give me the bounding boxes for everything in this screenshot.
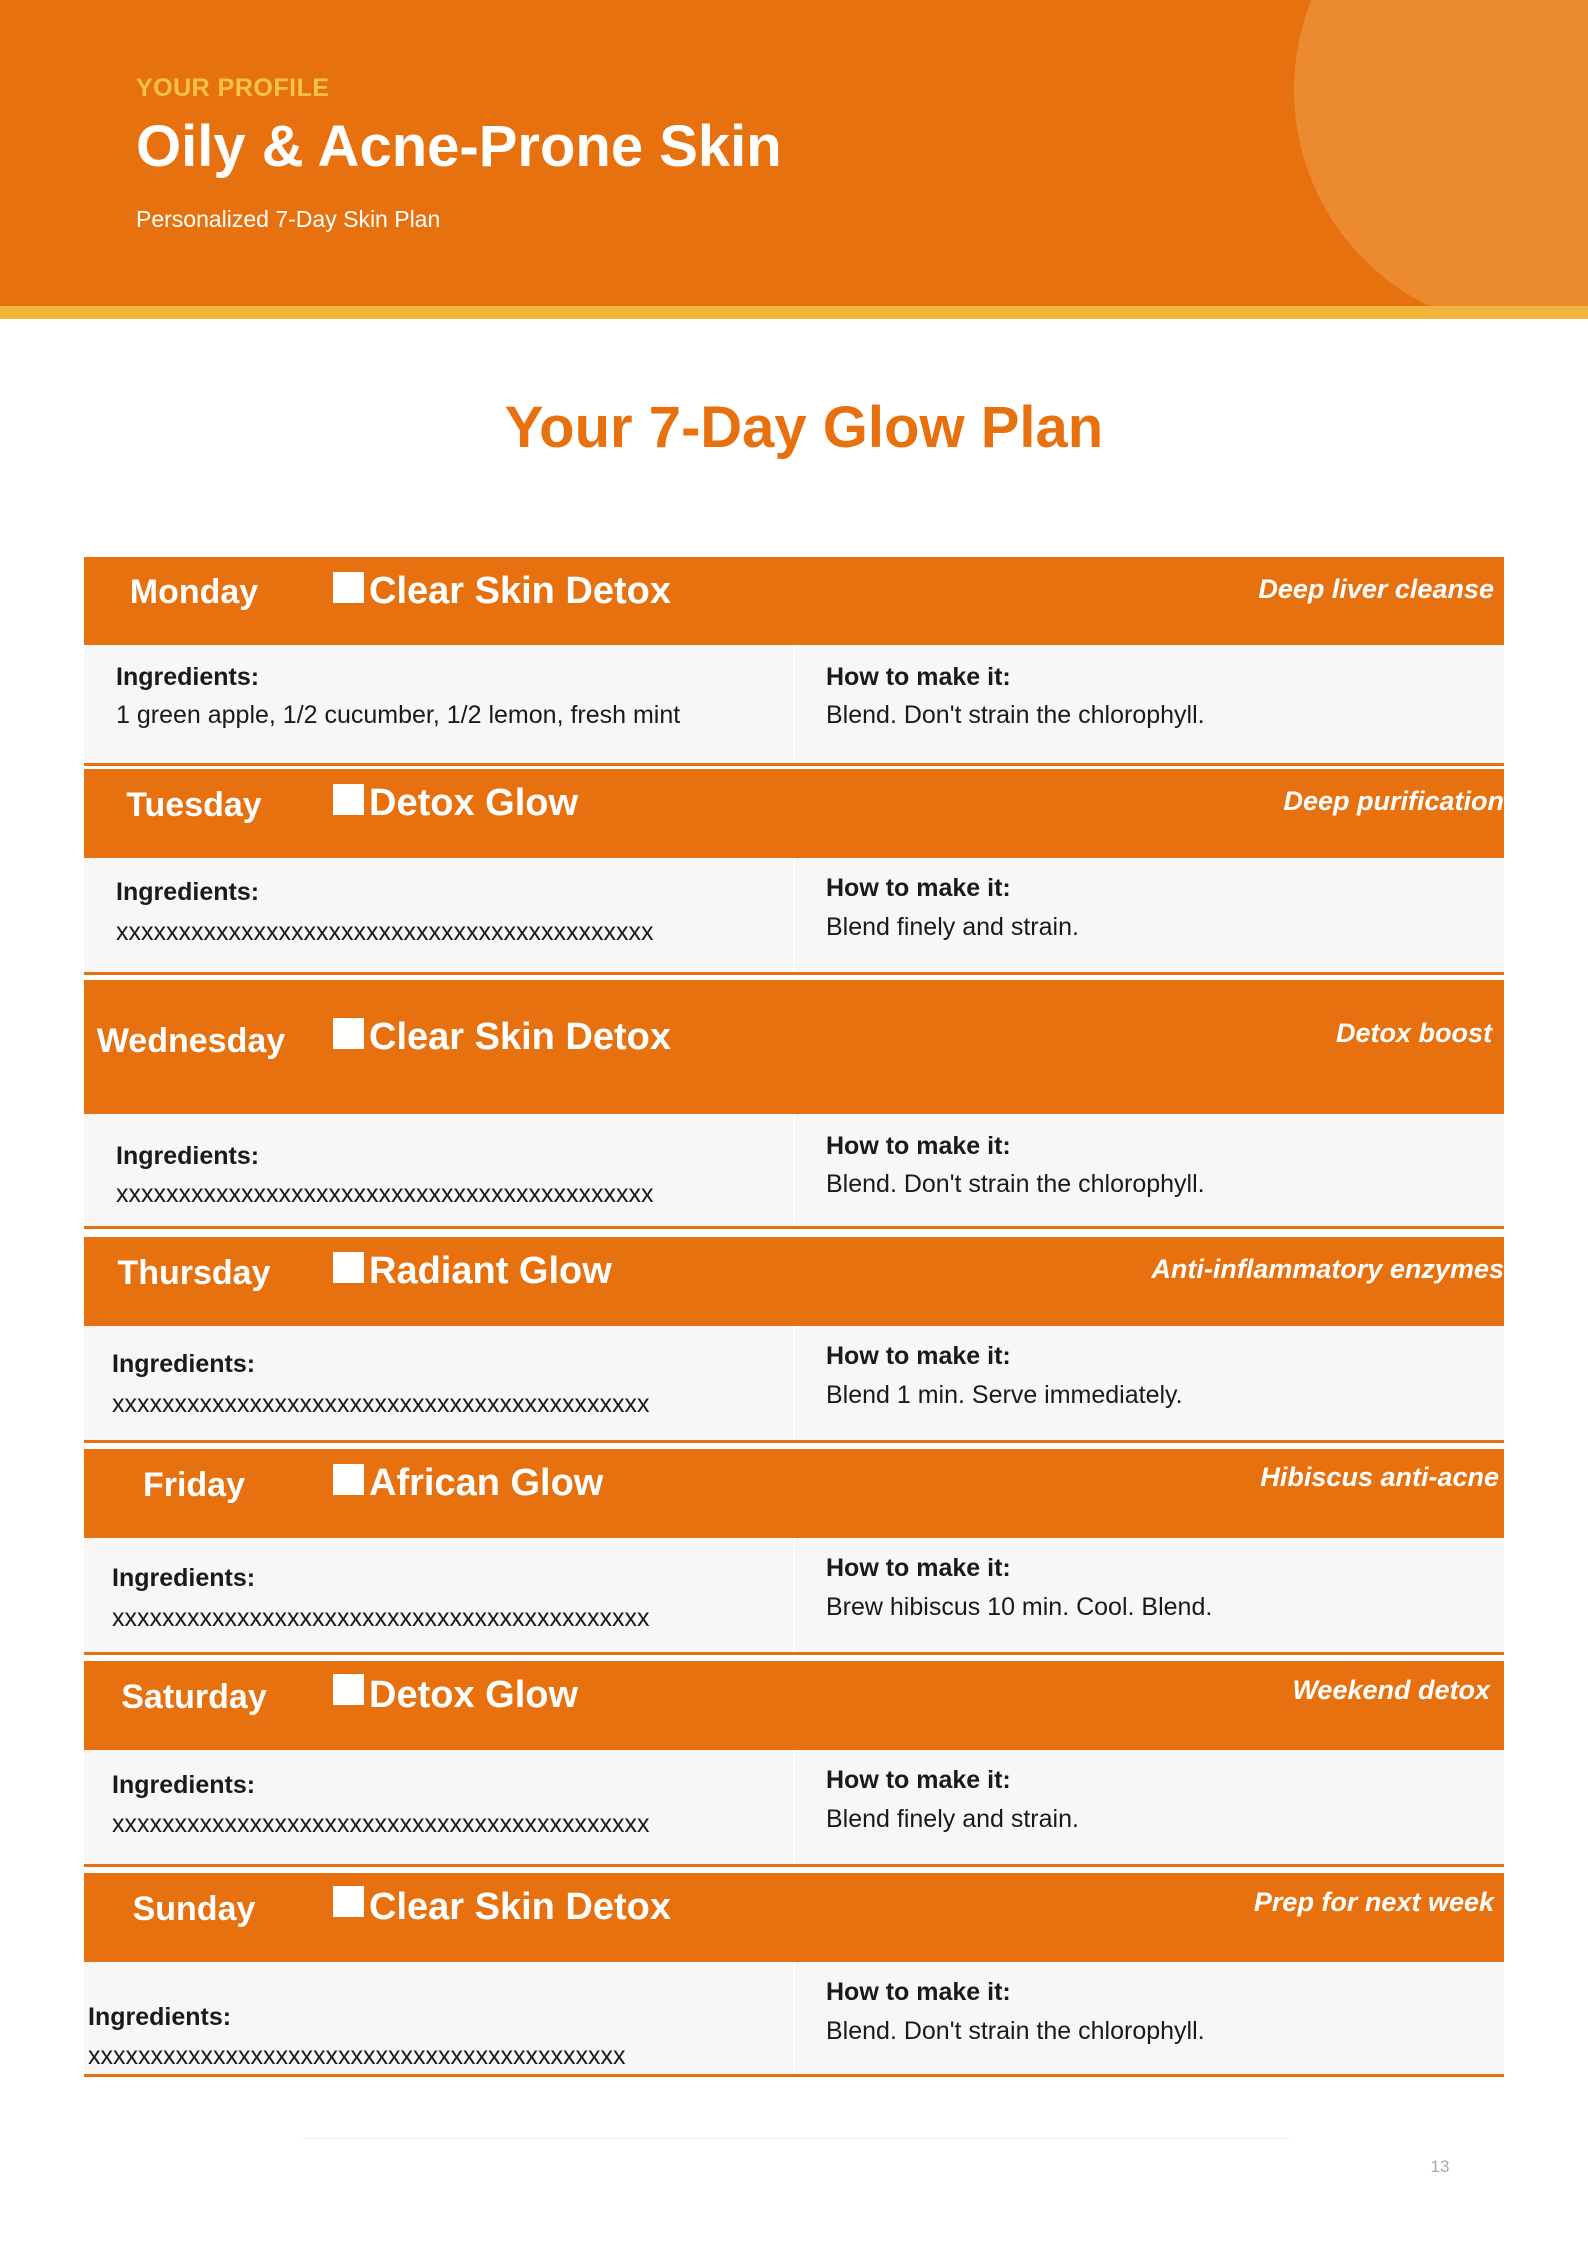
column-divider — [793, 1962, 795, 2074]
benefit-label: Anti-inflammatory enzymes — [1151, 1254, 1504, 1284]
recipe-name: Radiant Glow — [369, 1250, 612, 1292]
ingredients-text: xxxxxxxxxxxxxxxxxxxxxxxxxxxxxxxxxxxxxxxxxxx — [116, 918, 654, 946]
ingredients-text: xxxxxxxxxxxxxxxxxxxxxxxxxxxxxxxxxxxxxxxxxxx — [112, 1390, 650, 1418]
day-header — [84, 557, 1504, 645]
profile-title: Oily & Acne-Prone Skin — [136, 114, 782, 179]
ingredients-text: 1 green apple, 1/2 cucumber, 1/2 lemon, fresh mint — [116, 701, 681, 729]
day-name: Monday — [129, 573, 259, 611]
how-text: Blend finely and strain. — [826, 913, 1079, 941]
day-name: Friday — [142, 1466, 246, 1504]
column-divider — [793, 1538, 795, 1652]
checkbox-icon[interactable] — [333, 572, 364, 603]
ingredients-label: Ingredients: — [112, 1564, 256, 1592]
how-text: Blend. Don't strain the chlorophyll. — [826, 701, 1205, 729]
day-header — [84, 1237, 1504, 1326]
header-accent-stripe — [0, 306, 1588, 319]
day-details — [84, 1538, 1504, 1655]
benefit-label: Deep purification — [1283, 786, 1504, 816]
recipe-name: Clear Skin Detox — [369, 1886, 671, 1928]
ingredients-label: Ingredients: — [88, 2003, 232, 2031]
day-details — [84, 858, 1504, 975]
recipe-name: Detox Glow — [369, 1674, 579, 1716]
benefit-label: Detox boost — [1335, 1018, 1492, 1048]
checkbox-icon[interactable] — [333, 1886, 364, 1917]
checkbox-icon[interactable] — [333, 1464, 364, 1495]
checkbox-icon[interactable] — [333, 1018, 364, 1049]
day-details — [84, 1750, 1504, 1867]
column-divider — [793, 858, 795, 972]
ingredients-text: xxxxxxxxxxxxxxxxxxxxxxxxxxxxxxxxxxxxxxxxxxx — [112, 1810, 650, 1838]
day-header — [84, 1661, 1504, 1750]
how-text: Blend 1 min. Serve immediately. — [826, 1381, 1183, 1409]
page-number: 13 — [1430, 2157, 1450, 2176]
day-name: Saturday — [121, 1678, 267, 1716]
recipe-name: African Glow — [369, 1462, 604, 1504]
footer-divider — [302, 2138, 1290, 2139]
decorative-circle — [1294, 0, 1588, 306]
day-header — [84, 1449, 1504, 1538]
benefit-label: Weekend detox — [1292, 1675, 1490, 1705]
checkbox-icon[interactable] — [333, 1674, 364, 1705]
how-label: How to make it: — [826, 1132, 1011, 1160]
checkbox-icon[interactable] — [333, 784, 364, 815]
recipe-name: Detox Glow — [369, 782, 579, 824]
how-label: How to make it: — [826, 663, 1011, 691]
benefit-label: Prep for next week — [1253, 1887, 1494, 1917]
column-divider — [793, 1750, 795, 1864]
recipe-name: Clear Skin Detox — [369, 570, 671, 612]
ingredients-label: Ingredients: — [112, 1771, 256, 1799]
profile-header — [0, 0, 1588, 306]
ingredients-label: Ingredients: — [116, 1142, 260, 1170]
profile-label: YOUR PROFILE — [136, 74, 330, 102]
how-label: How to make it: — [826, 1342, 1011, 1370]
how-text: Blend. Don't strain the chlorophyll. — [826, 2017, 1205, 2045]
day-details — [84, 1962, 1504, 2077]
ingredients-label: Ingredients: — [112, 1350, 256, 1378]
ingredients-text: xxxxxxxxxxxxxxxxxxxxxxxxxxxxxxxxxxxxxxxxxxx — [112, 1604, 650, 1632]
plan-title: Your 7-Day Glow Plan — [504, 395, 1104, 460]
how-label: How to make it: — [826, 874, 1011, 902]
how-text: Blend finely and strain. — [826, 1805, 1079, 1833]
benefit-label: Hibiscus anti-acne — [1260, 1462, 1499, 1492]
how-text: Blend. Don't strain the chlorophyll. — [826, 1170, 1205, 1198]
day-header — [84, 769, 1504, 858]
day-name: Tuesday — [126, 786, 262, 824]
benefit-label: Deep liver cleanse — [1258, 574, 1494, 604]
how-label: How to make it: — [826, 1766, 1011, 1794]
ingredients-label: Ingredients: — [116, 878, 260, 906]
day-name: Sunday — [132, 1890, 256, 1928]
day-details — [84, 1114, 1504, 1229]
day-header — [84, 980, 1504, 1114]
how-label: How to make it: — [826, 1554, 1011, 1582]
recipe-name: Clear Skin Detox — [369, 1016, 671, 1058]
how-label: How to make it: — [826, 1978, 1011, 2006]
ingredients-label: Ingredients: — [116, 663, 260, 691]
how-text: Brew hibiscus 10 min. Cool. Blend. — [826, 1593, 1213, 1621]
checkbox-icon[interactable] — [333, 1252, 364, 1283]
profile-subtitle: Personalized 7-Day Skin Plan — [136, 206, 441, 232]
day-name: Thursday — [117, 1254, 271, 1292]
column-divider — [793, 645, 795, 763]
ingredients-text: xxxxxxxxxxxxxxxxxxxxxxxxxxxxxxxxxxxxxxxxxxx — [116, 1180, 654, 1208]
day-details — [84, 1326, 1504, 1443]
day-details — [84, 645, 1504, 766]
day-header — [84, 1873, 1504, 1962]
ingredients-text: xxxxxxxxxxxxxxxxxxxxxxxxxxxxxxxxxxxxxxxxxxx — [88, 2042, 626, 2070]
day-name: Wednesday — [96, 1022, 286, 1060]
column-divider — [793, 1326, 795, 1440]
column-divider — [793, 1114, 795, 1226]
